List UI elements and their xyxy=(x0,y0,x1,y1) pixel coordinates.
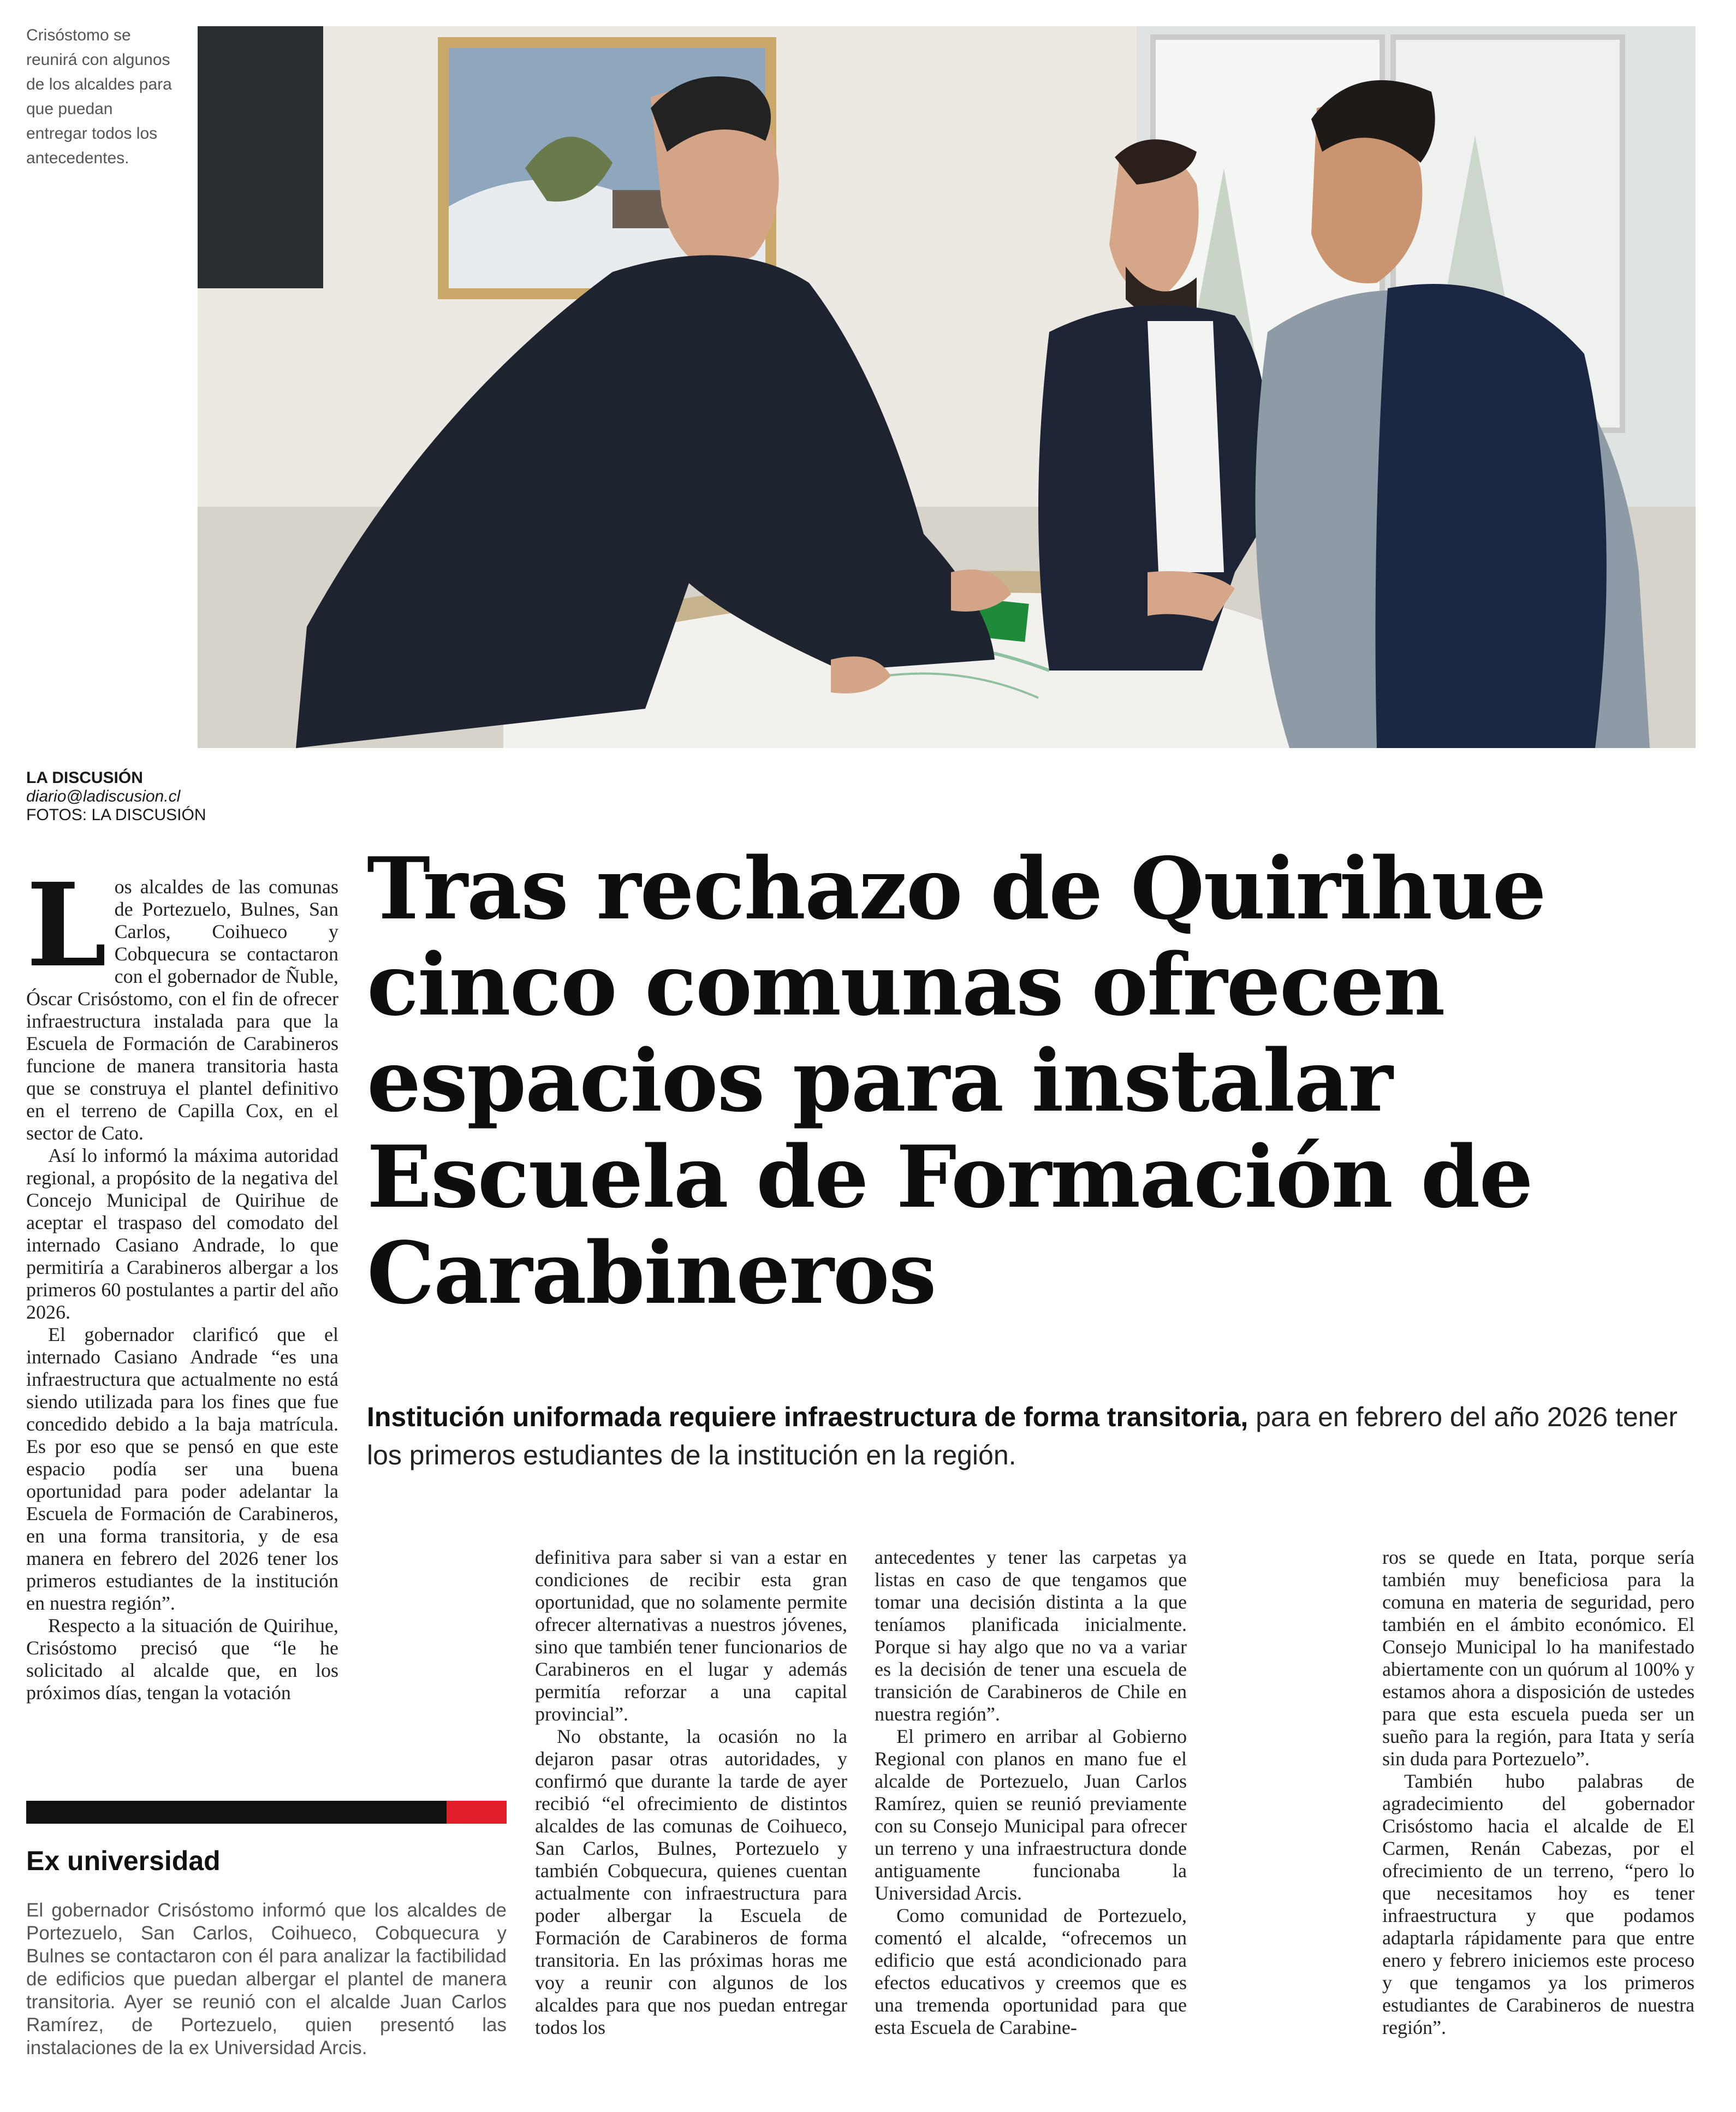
article-column-1 xyxy=(26,858,338,1704)
photo-caption: Crisóstomo se reunirá con algunos de los alcaldes para que puedan entregar todos los antecedentes. xyxy=(26,26,172,167)
article-paragraph: El primero en arribar al Gobierno Regional con planos en mano fue el alcalde de Portezuelo, Juan Carlos Ramírez, quien se reunió previamente con su Consejo Municipal para ofrecer un terreno y una infraestructura donde antiguamente funcionaba la Universidad Arcis. xyxy=(875,1725,1187,1904)
article-column-2 xyxy=(535,1546,847,2039)
article-paragraph: ros se quede en Itata, porque sería también muy beneficiosa para la comuna en materia de seguridad, pero también en el ámbito económico. El Consejo Municipal lo ha manifestado abiertamente con un quórum al 100% y estamos ahora a disposición de ustedes para que esta escuela pueda ser un sueño para la región, para Itata y sería sin duda para Portezuelo”. xyxy=(1382,1546,1695,1770)
article-paragraph: Así lo informó la máxima autoridad regional, a propósito de la negativa del Concejo Municipal de Quirihue de aceptar el traspaso del comodato del internado Casiano Andrade, lo que permitiría a Carabineros albergar a los primeros 60 postulantes a partir del año 2026. xyxy=(26,1144,338,1323)
article-paragraph: También hubo palabras de agradecimiento del gobernador Crisóstomo hacia el alcalde de El Carmen, Renán Cabezas, por el ofrecimiento de un terreno, “pero lo que necesitamos hoy es tener infraestructura y que podamos adaptarla rápidamente para que entre enero y febrero iniciemos este proceso y que tengamos ya los primeros estudiantes de Carabineros de nuestra región”. xyxy=(1382,1770,1695,2038)
article-paragraph: definitiva para saber si van a estar en condiciones de recibir esta gran oportunidad, que no solamente permite ofrecer alternativas a nuestros jóvenes, sino que también tener funcionarios de Carabineros en el lugar y además permitía reforzar a una capital provincial”. xyxy=(535,1546,847,1725)
drop-cap: L xyxy=(26,858,107,993)
deck-rest: para en febrero del año 2026 tener los primeros estudiantes de la institución en la región. xyxy=(367,1402,1678,1470)
article-paragraph: El gobernador clarificó que el internado Casiano Andrade “es una infraestructura que actualmente no está siendo utilizada para los fines que fue concedido debido a la baja matrícula. Es por eso que se pensó en que este espacio podía ser una buena oportunidad para poder adelantar la Escuela de Formación de Carabineros, en una forma transitoria, y de esa manera en febrero del 2026 tener los primeros estudiantes de la institución en nuestra región”. xyxy=(26,1324,338,1614)
deck-bold: Institución uniformada requiere infraestructura de forma transitoria, xyxy=(367,1402,1249,1432)
byline-brand: LA DISCUSIÓN xyxy=(26,769,143,787)
article-paragraph: No obstante, la ocasión no la dejaron pasar otras autoridades, y confirmó que durante la tarde de ayer recibió “el ofrecimiento de distintos alcaldes de las comunas de Coihueco, San Carlos, Bulnes, Portezuelo y también Cobquecura, quienes cuentan actualmente con infraestructura para poder albergar la Escuela de Formación de Carabineros de forma transitoria. En las próximas horas me voy a reunir con algunos de los alcaldes para que nos puedan entregar todos los xyxy=(535,1725,847,2038)
meeting-photo-illustration xyxy=(198,26,1696,748)
article-paragraph: Respecto a la situación de Quirihue, Crisóstomo precisó que “le he solicitado al alcalde que, en los próximos días, tengan la votación xyxy=(26,1615,338,1704)
article-column-3 xyxy=(875,1546,1187,2039)
paragraph-text: os alcaldes de las comunas de Portezuelo, Bulnes, San Carlos, Coihueco y Cobquecura se contactaron con el gobernador de Ñuble, Óscar Crisóstomo, con el fin de ofrecer infraestructura instalada para que la Escuela de Formación de Carabineros funcione de manera transitoria hasta que se construya el plantel definitivo en el terreno de Capilla Cox, en el sector de Cato. xyxy=(26,876,338,1144)
sidebar-rule-red xyxy=(447,1801,507,1824)
article-photo xyxy=(198,26,1696,748)
sidebar-rule xyxy=(26,1801,507,1824)
sidebar-body: El gobernador Crisóstomo informó que los alcaldes de Portezuelo, San Carlos, Coihueco, Cobquecura y Bulnes se contactaron con él para analizar la factibilidad de edificios que puedan albergar el plantel de manera transitoria. Ayer se reunió con el alcalde Juan Carlos Ramírez, de Portezuelo, quien presentó las instalaciones de la ex Universidad Arcis. xyxy=(26,1900,507,2058)
article-paragraph xyxy=(26,858,338,1144)
article-paragraph: Como comunidad de Portezuelo, comentó el alcalde, “ofrecemos un edificio que está acondicionado para efectos educativos y creemos que es una tremenda oportunidad para que esta Escuela de Carabine- xyxy=(875,1905,1187,2038)
article-column-4 xyxy=(1382,1546,1695,2039)
headline: Tras rechazo de Quirihue cinco comunas ofrecen espacios para instalar Escuela de Formación de Carabineros xyxy=(367,839,1545,1323)
deck xyxy=(367,1398,1688,1474)
byline-photo-credit: FOTOS: LA DISCUSIÓN xyxy=(26,806,206,824)
sidebar-rule-black xyxy=(26,1801,447,1824)
byline-email: diario@ladiscusion.cl xyxy=(26,787,181,805)
article-paragraph: antecedentes y tener las carpetas ya listas en caso de que tengamos que tomar una decisión distinta a la que teníamos planificada inicialmente. Porque si hay algo que no va a variar es la decisión de tener una escuela de transición de Carabineros de Chile en nuestra región”. xyxy=(875,1546,1187,1725)
sidebar-title: Ex universidad xyxy=(26,1846,221,1876)
byline xyxy=(26,769,408,824)
